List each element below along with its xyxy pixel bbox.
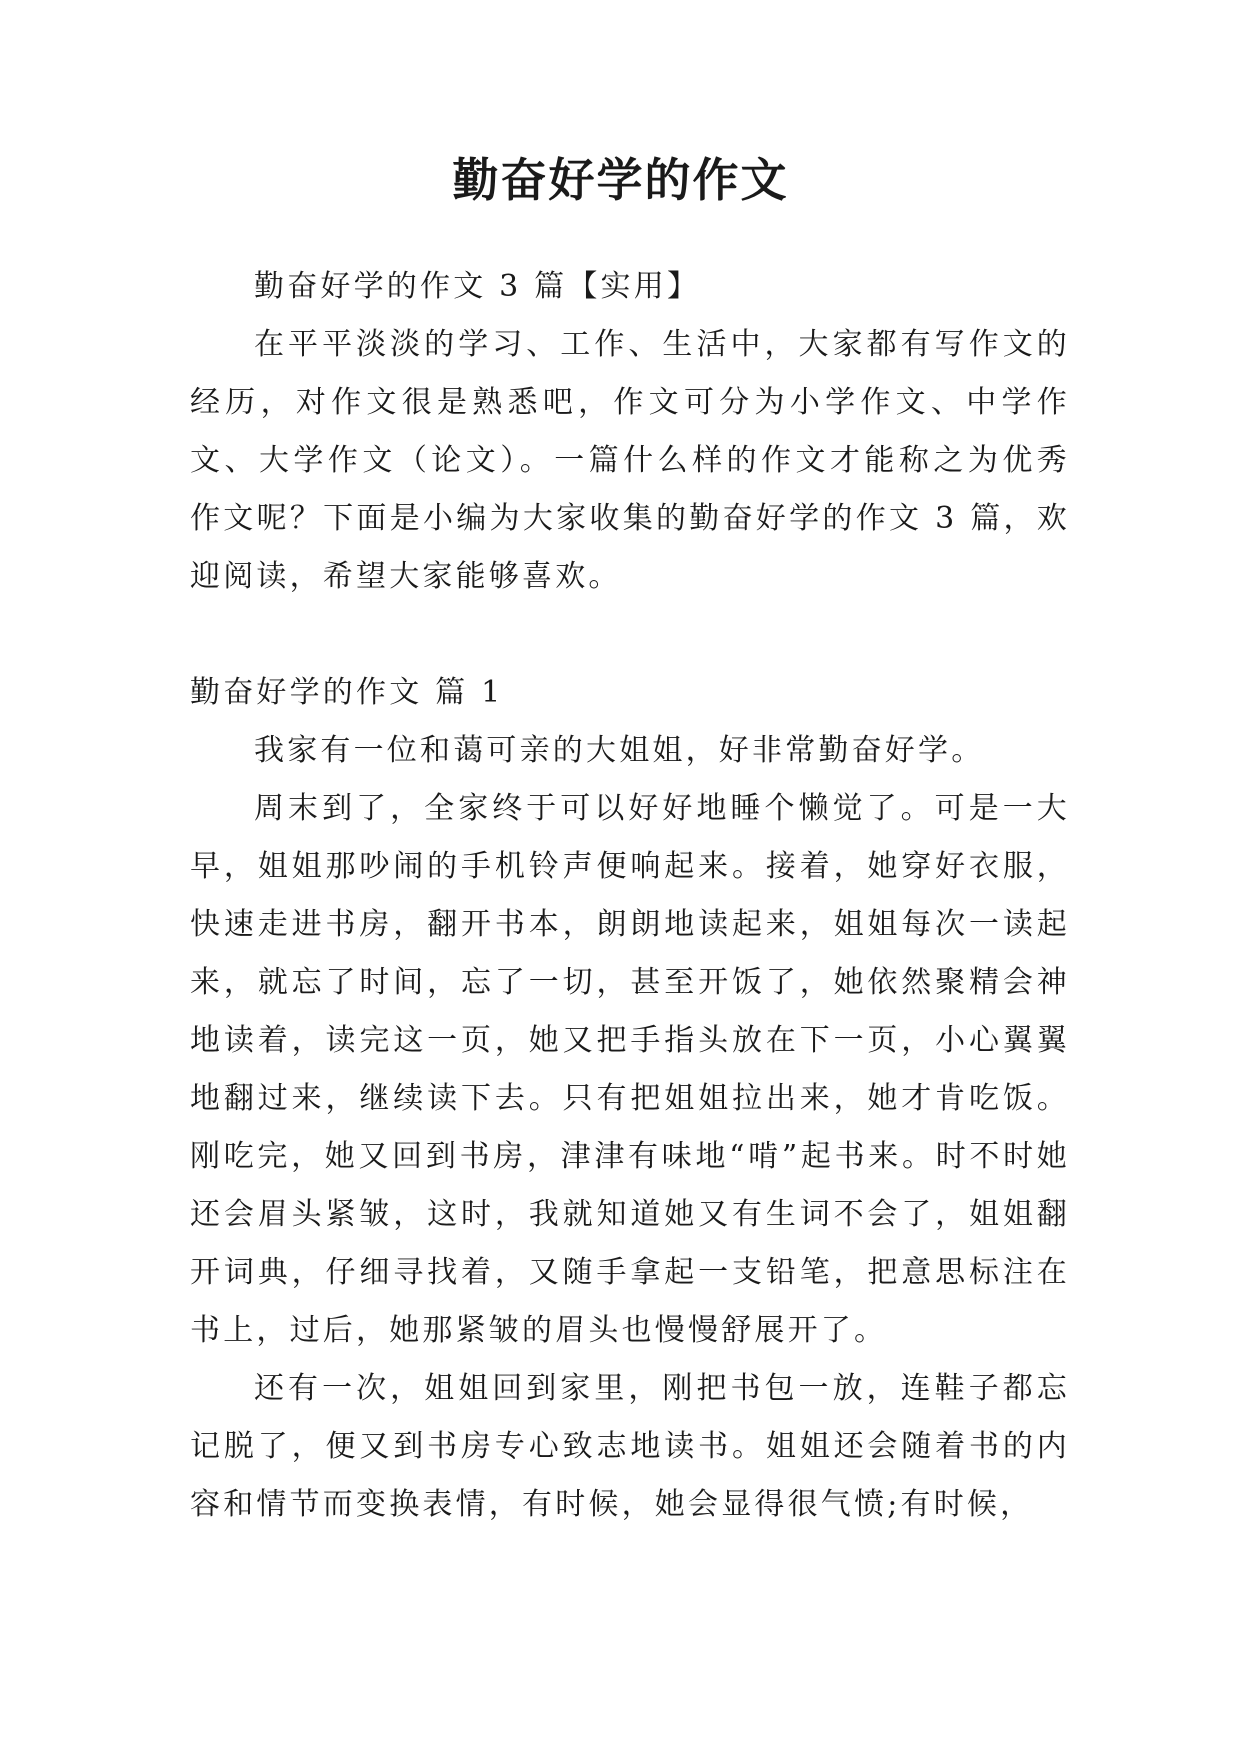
body-paragraph: 周末到了，全家终于可以好好地睡个懒觉了。可是一大早，姐姐那吵闹的手机铃声便响起来。接着，她穿好衣服，快速走进书房，翻开书本，朗朗地读起来，姐姐每次一读起来，就忘了时间，忘了一切，甚至开饭了，她依然聚精会神地读着，读完这一页，她又把手指头放在下一页，小心翼翼地翻过来，继续读下去。只有把姐姐拉出来，她才肯吃饭。刚吃完，她又回到书房，津津有味地“啃”起书来。时不时她还会眉头紧皱，这时，我就知道她又有生词不会了，姐姐翻开词典，仔细寻找着，又随手拿起一支铅笔，把意思标注在书上，过后，她那紧皱的眉头也慢慢舒展开了。: [190, 791, 1070, 1348]
body-paragraph: 还有一次，姐姐回到家里，刚把书包一放，连鞋子都忘记脱了，便又到书房专心致志地读书。姐姐还会随着书的内容和情节而变换表情，有时候，她会显得很气愤;有时候，: [190, 1371, 1070, 1522]
intro-paragraph: 在平平淡淡的学习、工作、生活中，大家都有写作文的经历，对作文很是熟悉吧，作文可分为小学作文、中学作文、大学作文（论文）。一篇什么样的作文才能称之为优秀作文呢？下面是小编为大家收集的勤奋好学的作文 3 篇，欢迎阅读，希望大家能够喜欢。: [190, 327, 1070, 594]
section-heading: 勤奋好学的作文 篇 1: [190, 675, 504, 710]
body-paragraph: 我家有一位和蔼可亲的大姐姐，好非常勤奋好学。: [254, 733, 985, 768]
intro-heading: 勤奋好学的作文 3 篇【实用】: [254, 269, 701, 304]
document-title: 勤奋好学的作文: [452, 153, 789, 207]
document-body: [190, 258, 1070, 1534]
